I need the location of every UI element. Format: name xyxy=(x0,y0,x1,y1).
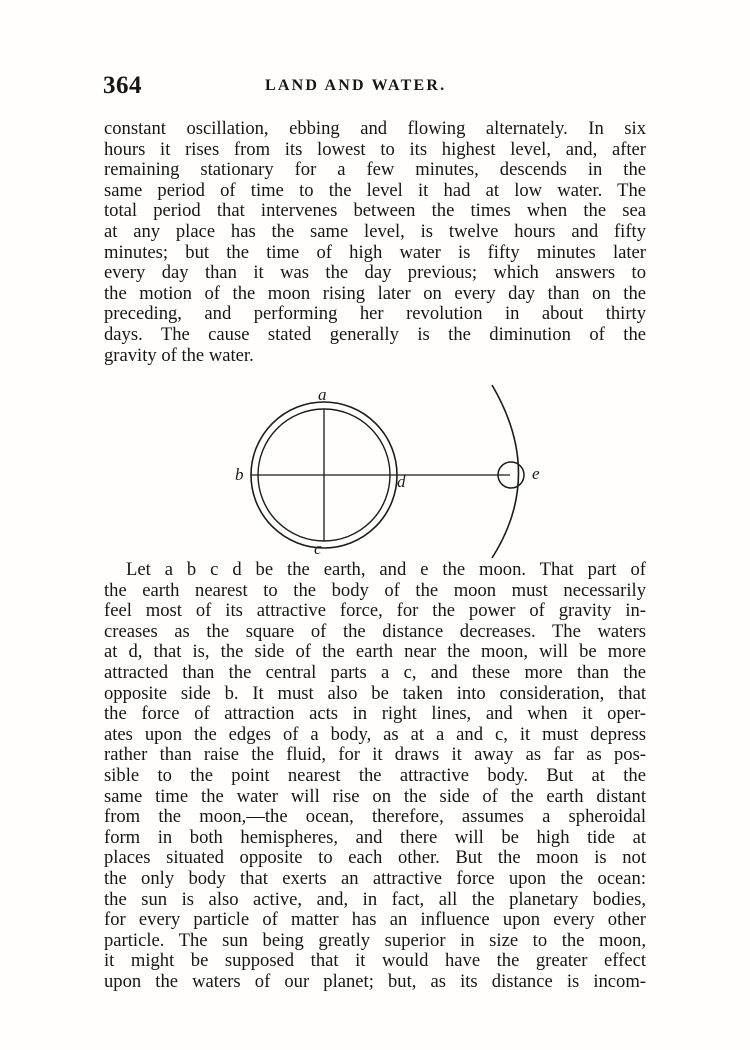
text-line: attracted than the central parts a c, and these more than the xyxy=(104,661,646,683)
label-a: a xyxy=(318,385,327,404)
label-b: b xyxy=(235,465,244,484)
text-line: rather than raise the fluid, for it draws it away as far as pos- xyxy=(104,744,646,766)
earth-moon-diagram xyxy=(225,383,555,558)
paragraph-1 xyxy=(104,119,646,366)
text-line: the motion of the moon rising later on every day than on the xyxy=(104,282,646,304)
text-line: gravity of the water. xyxy=(104,344,254,366)
text-line: the force of attraction acts in right lines, and when it oper- xyxy=(104,703,646,725)
text-line: at d, that is, the side of the earth near the moon, will be more xyxy=(104,641,646,663)
text-line: every day than it was the day previous; which answers to xyxy=(104,262,646,284)
text-line: same period of time to the level it had at low water. The xyxy=(104,179,646,201)
text-line: days. The cause stated generally is the diminution of the xyxy=(104,323,646,345)
text-line: same time the water will rise on the side of the earth distant xyxy=(104,785,646,807)
label-e: e xyxy=(532,464,540,483)
moon-orbit-arc xyxy=(492,385,519,558)
page-header xyxy=(103,72,648,102)
text-line: upon the waters of our planet; but, as its distance is incom- xyxy=(104,970,646,992)
text-line: total period that intervenes between the times when the sea xyxy=(104,200,646,222)
text-line: opposite side b. It must also be taken into consideration, that xyxy=(104,682,646,704)
text-line: constant oscillation, ebbing and flowing alternately. In six xyxy=(104,118,646,139)
label-d: d xyxy=(397,472,406,491)
text-line: from the moon,—the ocean, therefore, assumes a spheroidal xyxy=(104,806,646,828)
label-c: c xyxy=(314,539,322,558)
text-line: ates upon the edges of a body, as at a and c, it must depress xyxy=(104,723,646,745)
text-line: places situated opposite to each other. But the moon is not xyxy=(104,847,646,869)
diagram-svg xyxy=(225,383,555,558)
text-line: creases as the square of the distance decreases. The waters xyxy=(104,620,646,642)
page-number: 364 xyxy=(103,72,142,99)
text-line: feel most of its attractive force, for the power of gravity in- xyxy=(104,600,646,622)
text-line: form in both hemispheres, and there will be high tide at xyxy=(104,826,646,848)
text-line: sible to the point nearest the attractive body. But at the xyxy=(104,764,646,786)
paragraph-2 xyxy=(104,560,646,992)
text-line: particle. The sun being greatly superior in size to the moon, xyxy=(104,929,646,951)
running-head: LAND AND WATER. xyxy=(265,77,447,94)
text-line: remaining stationary for a few minutes, descends in the xyxy=(104,159,646,181)
text-line: the sun is also active, and, in fact, all the planetary bodies, xyxy=(104,888,646,910)
text-line: Let a b c d be the earth, and e the moon. That part of xyxy=(126,559,646,580)
text-line: it might be supposed that it would have the greater effect xyxy=(104,950,646,972)
text-line: the earth nearest to the body of the moon must necessarily xyxy=(104,579,646,601)
text-line: the only body that exerts an attractive force upon the ocean: xyxy=(104,867,646,889)
text-line: hours it rises from its lowest to its highest level, and, after xyxy=(104,138,646,160)
text-line: minutes; but the time of high water is fifty minutes later xyxy=(104,241,646,263)
text-line: for every particle of matter has an influence upon every other xyxy=(104,909,646,931)
text-line: at any place has the same level, is twelve hours and fifty xyxy=(104,220,646,242)
text-line: preceding, and performing her revolution in about thirty xyxy=(104,303,646,325)
